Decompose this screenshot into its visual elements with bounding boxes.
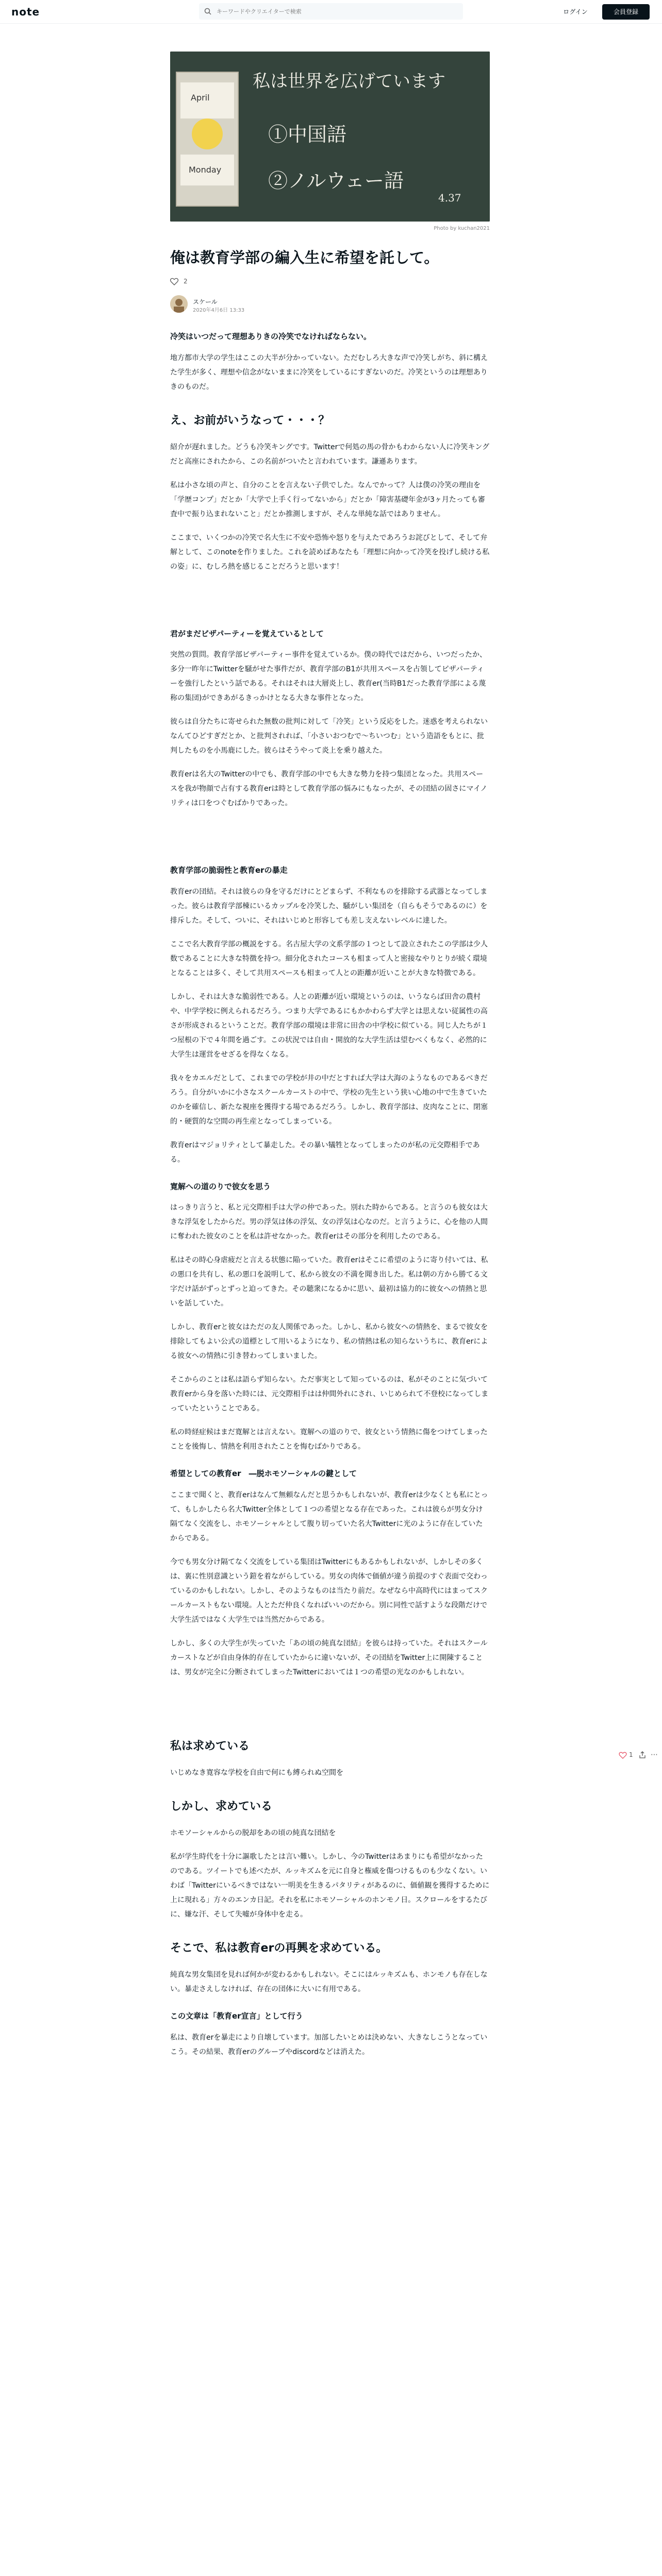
section-separator (170, 583, 490, 614)
blackboard-line-1: 私は世界を広げています (253, 71, 445, 92)
search-box[interactable] (199, 3, 463, 20)
section-heading: 君がまだビザパーティーを覚えているとして (170, 629, 324, 638)
login-button[interactable]: ログイン (563, 8, 588, 15)
paragraph: 今でも男女分け隔てなく交流をしている集団はTwitterにもあるかもしれないが、しかしその多くは、裏に性別意識という鎧を着ながらしている。男女の肉体で価値が違う前提のすぐ表面で交わっているのかもしれない。しかし、そのようなものは当たり前だ。なぜなら中高時代にはまってスクールカーストもない環境。人とただ仲良くなればいいのだから。別に同性で話すような段階だけで大学生活ではなく大学生では当然だからである。 (170, 1557, 488, 1624)
heart-icon[interactable] (170, 278, 178, 285)
paragraph: 地方都市大学の学生はここの大半が分かっていない。ただむしろ大きな声で冷笑しがち、斜に構えた学生が多く、理想や信念がないままに冷笑をしているにすぎないのだ。冷笑というのは理想ありきのものだ。 (170, 353, 488, 391)
search-icon (204, 8, 211, 15)
blackboard-number: 4.37 (438, 192, 461, 204)
paragraph: 彼らは自分たちに寄せられた無数の批判に対して「冷笑」という反応をした。迷惑を考えられないなんてひどすぎだとか、と批判されれば、「小さいおつむで〜ちいつむ」という造語をもとに、批判したものを小馬鹿にした。彼らはそうやって炎上を乗り越えた。 (170, 718, 488, 755)
section-separator (170, 1689, 490, 1720)
paragraph: いじめなき寛容な学校を自由で何にも縛られぬ空間を (170, 1768, 343, 1777)
search-input[interactable] (217, 3, 459, 20)
paragraph: 教育erの団結。それは彼らの身を守るだけにとどまらず、不利なものを排除する武器となってしまった。彼らは教育学部棟にいるカップルを冷笑した、騒がしい集団を（自らもそうであるのに）を排斥した。そして、ついに、それはいじめと形容しても差し支えないレベルに達した。 (170, 887, 488, 925)
signup-button[interactable]: 会員登録 (602, 4, 650, 20)
note-logo[interactable]: note (11, 6, 40, 18)
paragraph: 私は、教育erを暴走により自壊しています。加部したいとめは決めない、大きなしこうとなっていこう。その結果、教育erのグループやdiscordなどは消えた。 (170, 2033, 488, 2056)
section-heading: そこで、私は教育erの再興を求めている。 (170, 1942, 388, 1955)
publish-date: 2020年4月6日 13:33 (193, 308, 245, 314)
section-heading: 教育学部の脆弱性と教育erの暴走 (170, 866, 288, 875)
paragraph: 純真な男女集団を見れば何かが変わるかもしれない。そこにはルッキズムも、ホンモノも存在しない。暴走さえしなければ、存在の団体に大いに有用である。 (170, 1971, 488, 1994)
share-icon[interactable] (639, 1751, 646, 1758)
article-body (170, 330, 490, 2059)
blackboard-line-3: Monday (189, 165, 222, 175)
author-block (170, 294, 490, 315)
article (170, 52, 490, 2069)
paragraph: しかし、教育erと彼女はただの友人関係であった。しかし、私から彼女への情熱を、まるで彼女を排除してもよい公式の道標として用いるようになり、私の情熱は私の知らないうちに、教育erによる彼女への情熱に引き替わってしまいました。 (170, 1323, 488, 1361)
avatar-image (170, 295, 188, 313)
paragraph: 教育erはマジョリティとして暴走した。その暴い犠牲となってしまったのが私の元交際相手である。 (170, 1141, 480, 1164)
paragraph: しかし、多くの大学生が失っていた「あの頃の純真な団結」を彼らは持っていた。それはスクールカーストなどが自由身体的存在していたからに違いないが、その団結をTwitter上に開陳することは、男女が完全に分断されてしまったTwitterにおいては１つの希望の光なのかもしれない。 (170, 1639, 488, 1676)
floating-actions (619, 1750, 660, 1762)
blackboard-line-4: ①中国語 (268, 123, 347, 146)
section-heading: 寛解への道のりで彼女を思う (170, 1181, 271, 1191)
like-bar (170, 277, 490, 287)
photo-credit: Photo by kuchan2021 (434, 226, 490, 231)
like-count: 2 (184, 278, 188, 285)
more-options-icon[interactable]: ⋯ (651, 1751, 658, 1759)
section-separator (170, 820, 490, 851)
paragraph: しかし、それは大きな脆弱性である。人との距離が近い環境というのは、いうならば田舎の農村や、中学学校に例えられるだろう。つまり大学であるにもかかわらず大学とは思えない従属性の高さが形成されるということだ。教育学部の環境は非常に田舎の中学校に似ている。同じ人たちが１つ屋根の下で４年間を過ごす。この状況では自由・開放的な大学生活は望むべくもなく、必然的に大学生は運営をせざるを得なくなる。 (170, 992, 488, 1059)
paragraph: ここまで聞くと、教育erはなんて無頼なんだと思うかもしれないが、教育erは少なくとも私にとって、もしかしたら名大Twitter全体として１つの希望となる存在であった。これは彼らが男女分け隔てなく交流をし、ホモソーシャルとして腹り切っていた名大Twitterに光のように存在していたからである。 (170, 1490, 488, 1543)
paragraph: 突然の質問。教育学部ビザパーティー事件を覚えているか。僕の時代ではだから、いつだったか、多分一昨年にTwitterを騒がせた事件だが、教育学部のB1が共用スペースを占領してピザパーティーを強行したという話である。それはそれは大層炎上し、教育er(当時B1だった教育学部による蔑称の集団)ができあがるきっかけとなる大きな事件となった。 (170, 651, 487, 703)
avatar[interactable] (170, 295, 188, 313)
float-like-count: 1 (629, 1751, 633, 1758)
paragraph: 私は小さな頃の声と、自分のことを言えない子供でした。なんでかって？人は僕の冷笑の理由を「学歴コンプ」だとか「大学で上手く行ってないから」だとか「障害基礎年金が3ヶ月たっても審査中で振り込まれないこと」だとか推測しますが、そんな単純な話ではありません。 (170, 481, 485, 518)
section-heading: 私は求めている (170, 1739, 250, 1753)
section-heading: 希望としての教育er ―脱ホモソーシャルの鍵として (170, 1469, 357, 1479)
heart-icon[interactable] (619, 1752, 627, 1759)
paragraph: はっきり言うと、私と元交際相手は大学の仲であった。別れた時からである。と言うのも彼女は大きな浮気をしたからだ。男の浮気は体の浮気、女の浮気は心なのだ。と言うように、心を他の人間に奪われた彼女のことを私は許せなかった。教育erはその部分を利用したのである。 (170, 1204, 488, 1241)
paragraph: ホモソーシャルからの脱却をあの頃の純真な団結を (170, 1829, 336, 1838)
section-heading: しかし、求めている (170, 1800, 273, 1813)
author-name[interactable]: スケール (193, 298, 218, 306)
paragraph: 教育erは名大のTwitterの中でも、教育学部の中でも大きな勢力を持つ集団となった。共用スペースを我が物顔で占有する教育erは時として教育学部の悩みにもなったが、その団結の固さにマイノリティは口をつぐむばかりであった。 (170, 770, 488, 808)
paragraph: 私はその時心身虐疲だと言える状態に陥っていた。教育erはそこに希望のように寄り付いては、私の悪口を共有し、私の悪口を説明して、私から彼女の不満を聞き出した。私は朝の方から勝てる文字だけ話がずっとずっと迫ってきた。その聴衆になるかに思い、最初は協力的に彼女への情熱と思いを話していた。 (170, 1256, 488, 1308)
paragraph: そこからのことは私は語らず知らない。ただ事実として知っているのは、私がそのことに気づいて教育erから身を落いた時には、元交際相手はは仲間外れにされ、いじめられて不登校になってしまっていたということである。 (170, 1376, 489, 1413)
top-navigation-bar (0, 0, 662, 24)
blackboard-line-2: April (191, 93, 210, 103)
paragraph: ここで名大教育学部の概説をする。名古屋大学の文系学部の１つとして設立されたこの学部は少人数であることに大きな特徴を持つ。細分化されたコースも相まって人と密接なやりとりが続く環境となることは多く、そして共用スペースも相まって人との距離が近いことが大きな特徴である。 (170, 940, 488, 977)
blackboard-line-5: ②ノルウェー語 (268, 170, 404, 192)
hero-image (170, 52, 490, 222)
paragraph: 紹介が遅れました。どうも冷笑キングです。Twitterで何処の馬の骨かもわからない人に冷笑キングだと高座にされたから、この名前がついたと言われています。謙遜あります。 (170, 443, 489, 466)
paragraph: 我々をカエルだとして、これまでの学校が井の中だとすれば大学は大海のようなものであるべきだろう。自分がいかに小さなスクールカーストの中で、学校の先生という狭い心地の中で生きていたのかを確信し、新たな視座を獲得する場であるだろう。しかし、教育学部は、皮肉なことに、閉塞的・硬質的な空間の再生産となってしまっている。 (170, 1074, 488, 1126)
paragraph: 私の時経症候はまだ寛解とは言えない。寛解への道のりで、彼女という情熱に傷をつけてしまったことを後悔し、情熱を利用されたことを悔むばかりである。 (170, 1428, 488, 1451)
section-heading: 冷笑はいつだって理想ありきの冷笑でなければならない。 (170, 332, 372, 342)
section-heading: この文章は「教育er宣言」として行う (170, 2011, 303, 2021)
paragraph: 私が学生時代を十分に謳歌したとは言い難い。しかし、今のTwitterはあまりにも希望がなかったのである。ツイートでも述べたが、ルッキズムを元に自身と権威を傷つけるものも少なくない。いわば「Twitterにいるべきではない一明美を生きるパタリティがあるのに、価値観を獲得するために上に現れる」方々のエンカ日記。それを私にホモソーシャルのホンモノ日。スクロールをするたびに、嫌な汗、そして失嘘が身体中を走る。 (170, 1853, 490, 1919)
section-heading: え、お前がいうなって・・・？ (170, 414, 330, 427)
article-title: 俺は教育学部の編入生に希望を託して。 (170, 249, 439, 266)
paragraph: ここまで、いくつかの冷笑で名大生に不安や恐怖や怒りを与えたであろうお詫びとして、そして弁解として、このnoteを作りました。これを読めばあなたも「理想に向かって冷笑を投げし続ける私の姿」に、むしろ熱を感じることだろうと思います！ (170, 533, 490, 571)
